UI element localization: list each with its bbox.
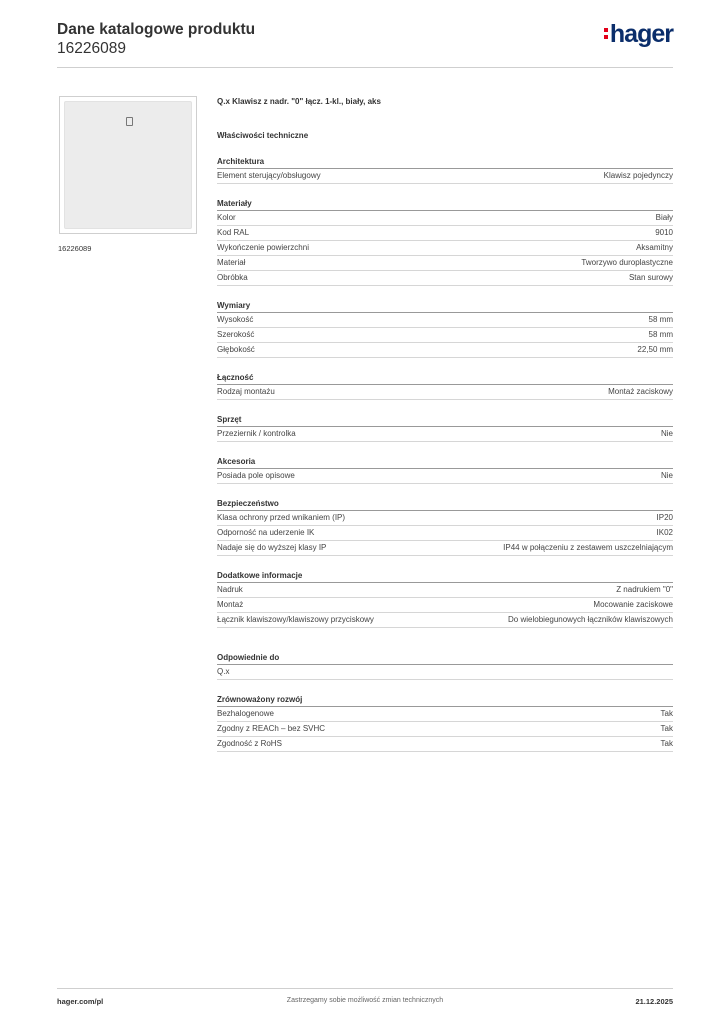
section-title: Zrównoważony rozwój (217, 693, 673, 707)
spec-row (217, 226, 673, 241)
zero-imprint-icon (126, 117, 133, 126)
spec-row (217, 169, 673, 184)
page-header (57, 20, 677, 58)
spec-label: Nadaje się do wyższej klasy IP (217, 543, 327, 552)
spec-label: Rodzaj montażu (217, 387, 275, 396)
spec-value: IP20 (656, 513, 673, 522)
spec-value: IK02 (656, 528, 673, 537)
spec-label: Przeziernik / kontrolka (217, 429, 296, 438)
spec-label: Głębokość (217, 345, 255, 354)
section-title: Łączność (217, 371, 673, 385)
spec-label: Materiał (217, 258, 246, 267)
spec-label: Montaż (217, 600, 244, 609)
spec-row (217, 427, 673, 442)
spec-value: Tak (660, 739, 673, 748)
spec-value: Montaż zaciskowy (608, 387, 673, 396)
spec-row (217, 665, 673, 680)
logo-text: hager (609, 20, 673, 48)
spec-label: Nadruk (217, 585, 243, 594)
footer-disclaimer: Zastrzegamy sobie możliwość zmian technicznych (286, 997, 444, 1004)
spec-section (217, 455, 673, 484)
section-title: Odpowiednie do (217, 651, 673, 665)
spec-value: Z nadrukiem "0" (616, 585, 673, 594)
section-title: Materiały (217, 197, 673, 211)
spec-section (217, 497, 673, 556)
spec-section (217, 371, 673, 400)
image-caption: 16226089 (58, 244, 92, 253)
spec-label: Element sterujący/obsługowy (217, 171, 321, 180)
spec-label: Klasa ochrony przed wnikaniem (IP) (217, 513, 346, 522)
spec-value: Klawisz pojedynczy (603, 171, 673, 180)
spec-row (217, 271, 673, 286)
spec-value: 58 mm (648, 315, 673, 324)
spec-value: 9010 (655, 228, 673, 237)
section-title: Wymiary (217, 299, 673, 313)
spec-value: IP44 w połączeniu z zestawem uszczelniającym (503, 543, 673, 552)
spec-row (217, 343, 673, 358)
spec-label: Wykończenie powierzchni (217, 243, 309, 252)
spec-value: Nie (660, 429, 673, 438)
spec-section (217, 299, 673, 358)
spec-row (217, 541, 673, 556)
spec-row (217, 598, 673, 613)
hager-logo (604, 20, 673, 48)
spec-value: Tak (660, 724, 673, 733)
spec-section (217, 651, 673, 680)
spec-label: Kod RAL (217, 228, 250, 237)
spec-section (217, 569, 673, 628)
spec-row (217, 241, 673, 256)
product-number: 16226089 (57, 40, 126, 57)
spec-row (217, 313, 673, 328)
spec-label: Zgodność z RoHS (217, 739, 282, 748)
spec-row (217, 469, 673, 484)
switch-plate (64, 101, 192, 229)
footer-website-link[interactable]: hager.com/pl (57, 997, 104, 1006)
footer-divider (57, 988, 673, 989)
spec-value: Nie (660, 471, 673, 480)
spec-label: Szerokość (217, 330, 255, 339)
product-image (59, 96, 197, 234)
spec-row (217, 511, 673, 526)
spec-value: Stan surowy (628, 273, 673, 282)
spec-content (217, 96, 673, 752)
spec-sections (217, 155, 673, 752)
spec-row (217, 707, 673, 722)
spec-label: Kolor (217, 213, 236, 222)
spec-label: Odporność na uderzenie IK (217, 528, 315, 537)
spec-section (217, 413, 673, 442)
spec-value: Tak (660, 709, 673, 718)
section-title: Akcesoria (217, 455, 673, 469)
spec-value: 22,50 mm (637, 345, 673, 354)
spec-label: Łącznik klawiszowy/klawiszowy przyciskowy (217, 615, 374, 624)
spec-value: Biały (655, 213, 673, 222)
page-title: Dane katalogowe produktu (57, 21, 256, 38)
spec-label: Q.x (217, 667, 230, 676)
spec-value: Aksamitny (636, 243, 673, 252)
spec-label: Bezhalogenowe (217, 709, 274, 718)
spec-row (217, 385, 673, 400)
spec-value: Mocowanie zaciskowe (593, 600, 673, 609)
spec-label: Wysokość (217, 315, 254, 324)
section-title: Sprzęt (217, 413, 673, 427)
footer-date: 21.12.2025 (635, 997, 673, 1006)
spec-row (217, 328, 673, 343)
section-title: Architektura (217, 155, 673, 169)
spec-row (217, 583, 673, 598)
spec-value: 58 mm (648, 330, 673, 339)
spec-row (217, 526, 673, 541)
spec-row (217, 722, 673, 737)
spec-section (217, 197, 673, 286)
spec-label: Zgodny z REACh – bez SVHC (217, 724, 326, 733)
spec-row (217, 737, 673, 752)
logo-dots-icon (604, 25, 608, 42)
tech-properties-heading: Właściwości techniczne (217, 131, 309, 140)
section-title: Dodatkowe informacje (217, 569, 673, 583)
spec-row (217, 613, 673, 628)
spec-label: Posiada pole opisowe (217, 471, 295, 480)
header-divider (57, 67, 673, 68)
spec-value: Do wielobiegunowych łączników klawiszowych (508, 615, 673, 624)
spec-label: Obróbka (217, 273, 248, 282)
spec-row (217, 256, 673, 271)
spec-value: Tworzywo duroplastyczne (581, 258, 673, 267)
product-name: Q.x Klawisz z nadr. "0" łącz. 1-kl., biały, aks (217, 97, 381, 106)
spec-section (217, 693, 673, 752)
section-title: Bezpieczeństwo (217, 497, 673, 511)
spec-section (217, 155, 673, 184)
spec-row (217, 211, 673, 226)
